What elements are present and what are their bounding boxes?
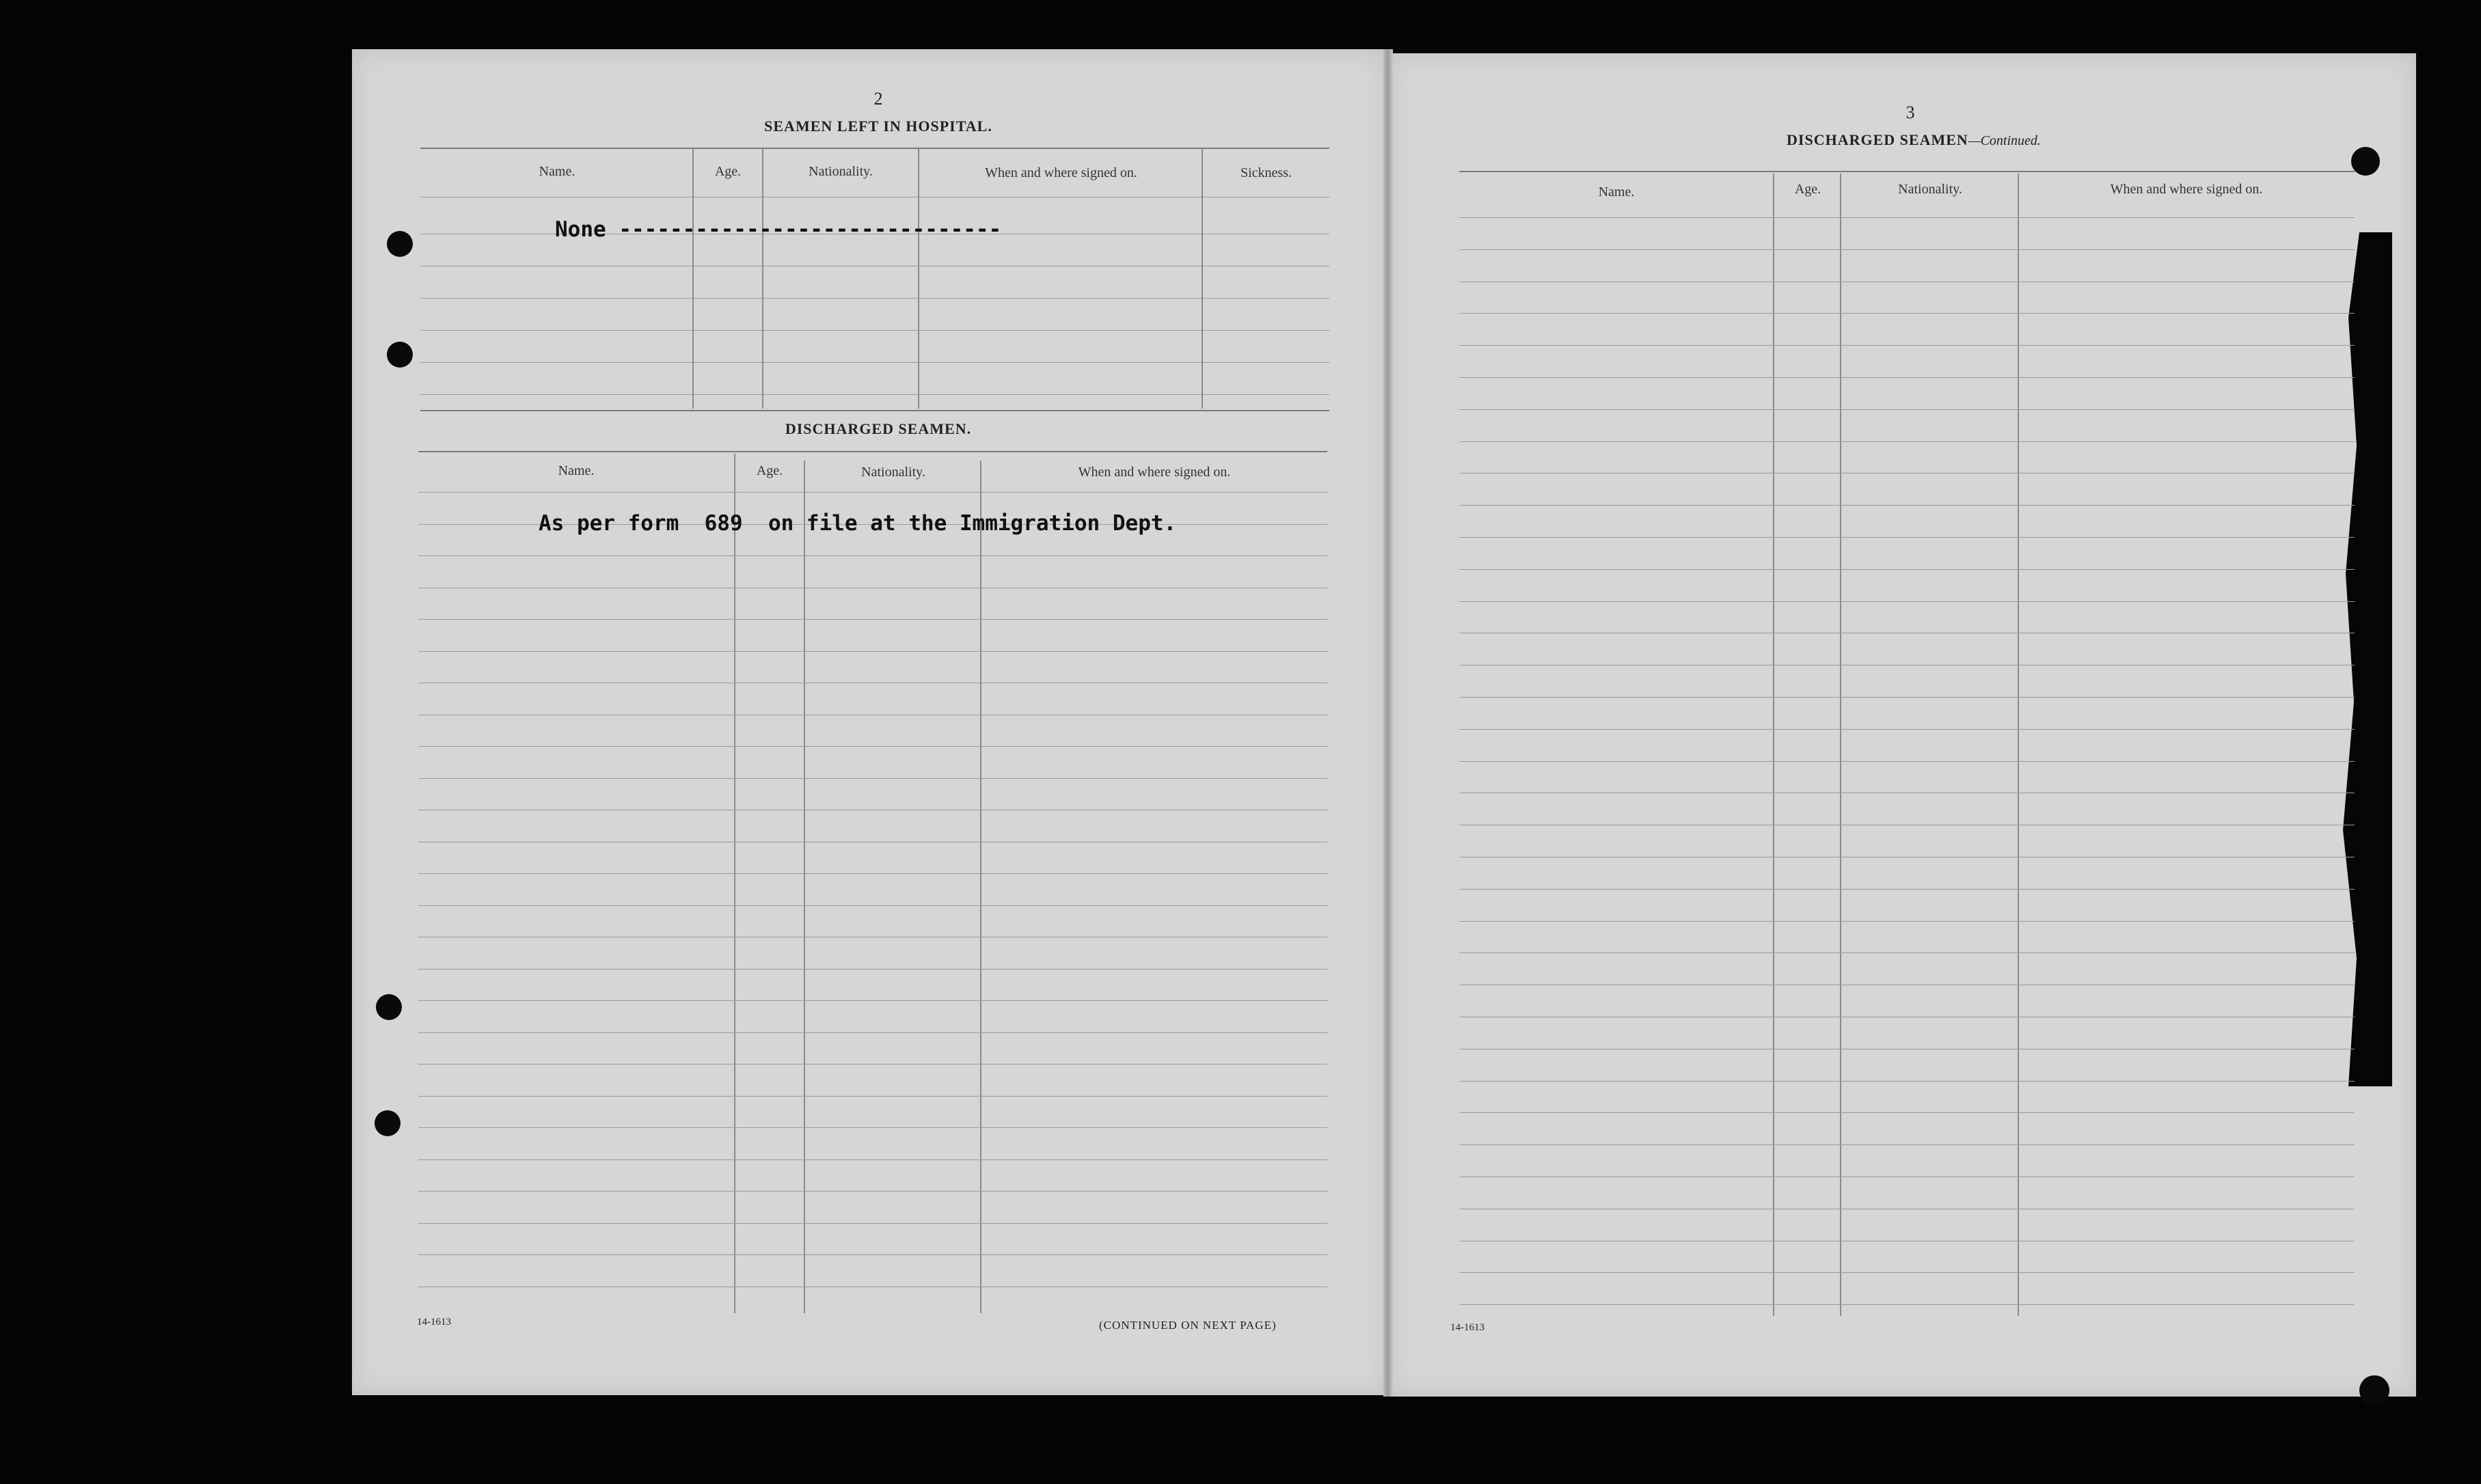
punch-hole	[387, 342, 413, 368]
ruled-line	[420, 330, 1329, 331]
column-divider	[1202, 149, 1203, 409]
ruled-line	[418, 1032, 1327, 1033]
ruled-line	[418, 905, 1327, 906]
ruled-line	[418, 746, 1327, 747]
form-number: 14-1613	[417, 1317, 451, 1328]
punch-hole	[387, 231, 413, 257]
continued-note: (CONTINUED ON NEXT PAGE)	[1099, 1319, 1277, 1332]
section-title-hospital: SEAMEN LEFT IN HOSPITAL.	[764, 118, 992, 135]
ruled-line	[418, 1000, 1327, 1001]
ruled-line	[420, 362, 1329, 363]
column-header-signed-on: When and where signed on.	[1078, 465, 1231, 480]
rule	[418, 451, 1327, 452]
ruled-line	[418, 492, 1327, 493]
column-header-name: Name.	[539, 164, 575, 179]
ruled-line	[418, 1096, 1327, 1097]
left-page	[352, 49, 1387, 1395]
ruled-line	[1459, 377, 2355, 378]
column-header-nationality: Nationality.	[809, 164, 873, 179]
discharged-entry: As per form 689 on file at the Immigration Dept.	[539, 511, 1177, 536]
column-header-nationality: Nationality.	[1898, 182, 1962, 197]
ruled-line	[1459, 1304, 2355, 1305]
ruled-line	[1459, 1081, 2355, 1082]
ruled-line	[1459, 345, 2355, 346]
ruled-line	[1459, 1112, 2355, 1113]
ruled-line	[1459, 921, 2355, 922]
ruled-line	[1459, 313, 2355, 314]
ruled-line	[418, 1127, 1327, 1128]
ruled-line	[1459, 761, 2355, 762]
ruled-line	[1459, 249, 2355, 250]
ruled-line	[1459, 217, 2355, 218]
title-main: DISCHARGED SEAMEN	[1787, 131, 1968, 148]
column-header-nationality: Nationality.	[861, 465, 925, 480]
column-divider	[762, 149, 763, 409]
ruled-line	[1459, 505, 2355, 506]
ruled-line	[1459, 1272, 2355, 1273]
ruled-line	[418, 619, 1327, 620]
ruled-line	[1459, 601, 2355, 602]
ruled-line	[418, 1191, 1327, 1192]
ruled-line	[418, 555, 1327, 556]
ruled-line	[1459, 569, 2355, 570]
ruled-line	[418, 778, 1327, 779]
column-divider	[804, 461, 805, 1313]
column-header-age: Age.	[1794, 182, 1821, 197]
column-header-age: Age.	[756, 463, 783, 478]
column-header-signed-on: When and where signed on.	[2110, 182, 2263, 197]
ruled-line	[1459, 697, 2355, 698]
ruled-line	[1459, 729, 2355, 730]
punch-hole	[2351, 147, 2380, 176]
ruled-line	[1459, 537, 2355, 538]
rule	[1459, 171, 2355, 172]
page-number: 2	[873, 89, 883, 109]
punch-hole	[376, 994, 402, 1020]
column-divider	[692, 149, 694, 409]
title-continued: —Continued.	[1968, 133, 2041, 148]
ruled-line	[1459, 1144, 2355, 1145]
column-divider	[734, 454, 735, 1313]
ruled-line	[1459, 281, 2355, 282]
ruled-line	[420, 394, 1329, 395]
hospital-entry: None ------------------------------	[555, 217, 1002, 242]
form-number: 14-1613	[1450, 1322, 1484, 1333]
ruled-line	[418, 1159, 1327, 1160]
column-header-signed-on: When and where signed on.	[985, 165, 1137, 180]
ruled-line	[418, 1254, 1327, 1255]
ruled-line	[1459, 441, 2355, 442]
column-header-name: Name.	[558, 463, 595, 478]
ruled-line	[420, 298, 1329, 299]
ruled-line	[418, 1223, 1327, 1224]
column-divider	[980, 461, 981, 1313]
page-fold	[1383, 49, 1393, 1397]
right-page	[1387, 53, 2416, 1397]
rule	[420, 148, 1329, 149]
ruled-line	[418, 651, 1327, 652]
ruled-line	[1459, 889, 2355, 890]
section-title-discharged-cont	[1695, 131, 2132, 149]
page-number: 3	[1906, 102, 1915, 122]
section-title-discharged: DISCHARGED SEAMEN.	[785, 420, 972, 437]
ruled-line	[1459, 409, 2355, 410]
ruled-line	[1459, 952, 2355, 953]
column-divider	[918, 149, 919, 409]
column-header-sickness: Sickness.	[1240, 165, 1292, 180]
rule	[420, 410, 1329, 411]
ruled-line	[418, 969, 1327, 970]
column-header-age: Age.	[714, 164, 742, 179]
punch-hole	[2359, 1375, 2389, 1405]
punch-hole	[375, 1110, 401, 1136]
column-header-name: Name.	[1598, 184, 1635, 200]
ruled-line	[418, 873, 1327, 874]
